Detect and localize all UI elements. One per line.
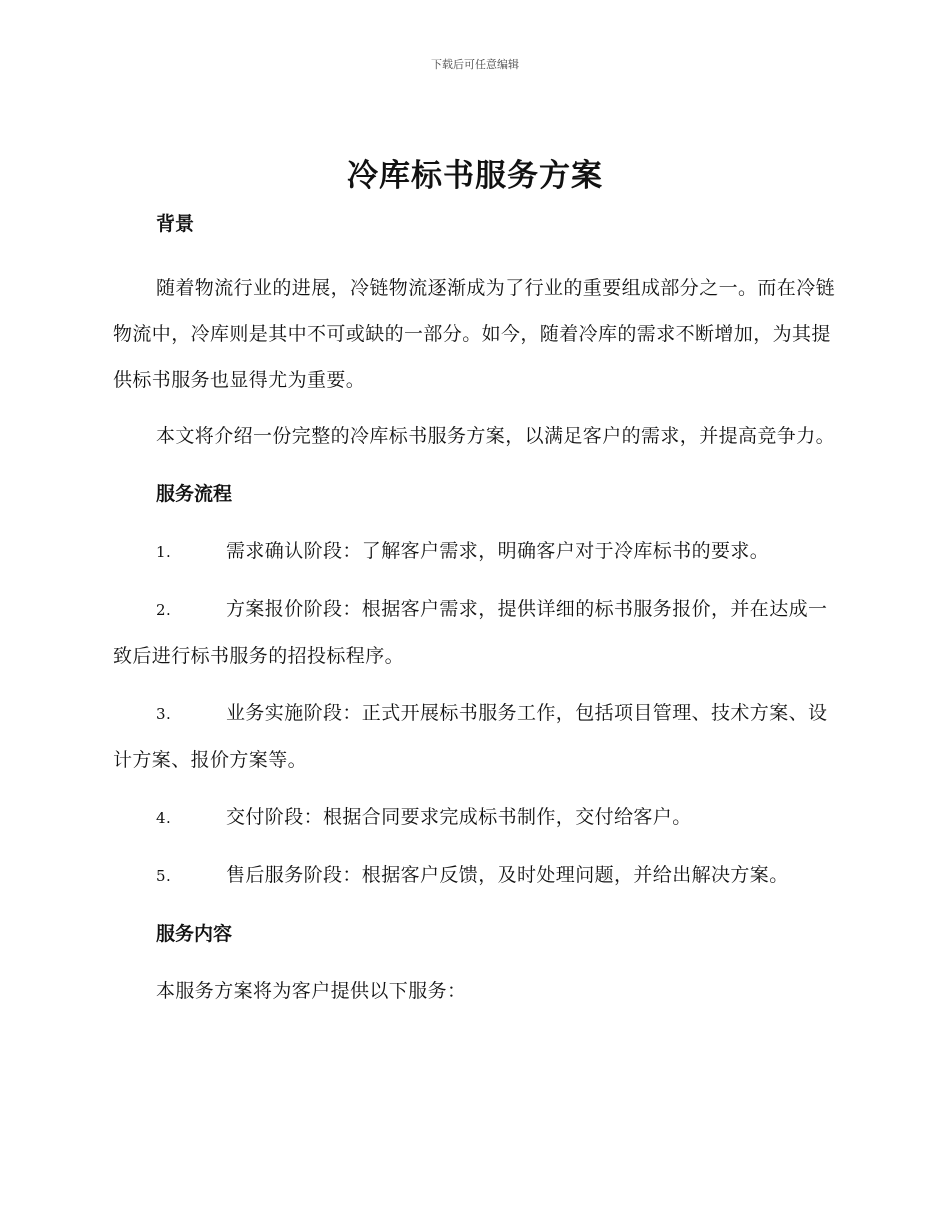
section-heading-process: 服务流程 [156, 483, 233, 505]
list-number: 2. [156, 601, 172, 619]
document-body [113, 205, 837, 1014]
paragraph: 随着物流行业的进展，冷链物流逐渐成为了行业的重要组成部分之一。而在冷链物流中，冷库则是其中不可或缺的一部分。如今，随着冷库的需求不断增加，为其提供标书服务也显得尤为重要。 [113, 277, 836, 391]
list-item-text: 售后服务阶段：根据客户反馈，及时处理问题，并给出解决方案。 [226, 864, 789, 886]
list-item-text: 需求确认阶段：了解客户需求，明确客户对于冷库标书的要求。 [226, 540, 770, 562]
list-item [113, 528, 837, 575]
list-item-text: 方案报价阶段：根据客户需求，提供详细的标书服务报价，并在达成一致后进行标书服务的招投标程序。 [113, 598, 828, 667]
document-title: 冷库标书服务方案 [347, 158, 603, 194]
list-item [113, 852, 837, 899]
list-item [113, 794, 837, 841]
list-item-text: 业务实施阶段：正式开展标书服务工作，包括项目管理、技术方案、设计方案、报价方案等。 [113, 702, 828, 771]
list-number: 1. [156, 543, 172, 561]
paragraph: 本文将介绍一份完整的冷库标书服务方案，以满足客户的需求，并提高竞争力。 [156, 425, 836, 447]
list-item [113, 586, 837, 679]
header-note: 下载后可任意编辑 [431, 58, 519, 71]
section-heading-background: 背景 [156, 213, 195, 235]
paragraph: 本服务方案将为客户提供以下服务： [156, 980, 467, 1002]
list-item-text: 交付阶段：根据合同要求完成标书制作，交付给客户。 [226, 806, 692, 828]
list-number: 3. [156, 705, 172, 723]
section-heading-content: 服务内容 [156, 923, 233, 945]
list-number: 4. [156, 809, 172, 827]
list-number: 5. [156, 867, 172, 885]
list-item [113, 690, 837, 783]
